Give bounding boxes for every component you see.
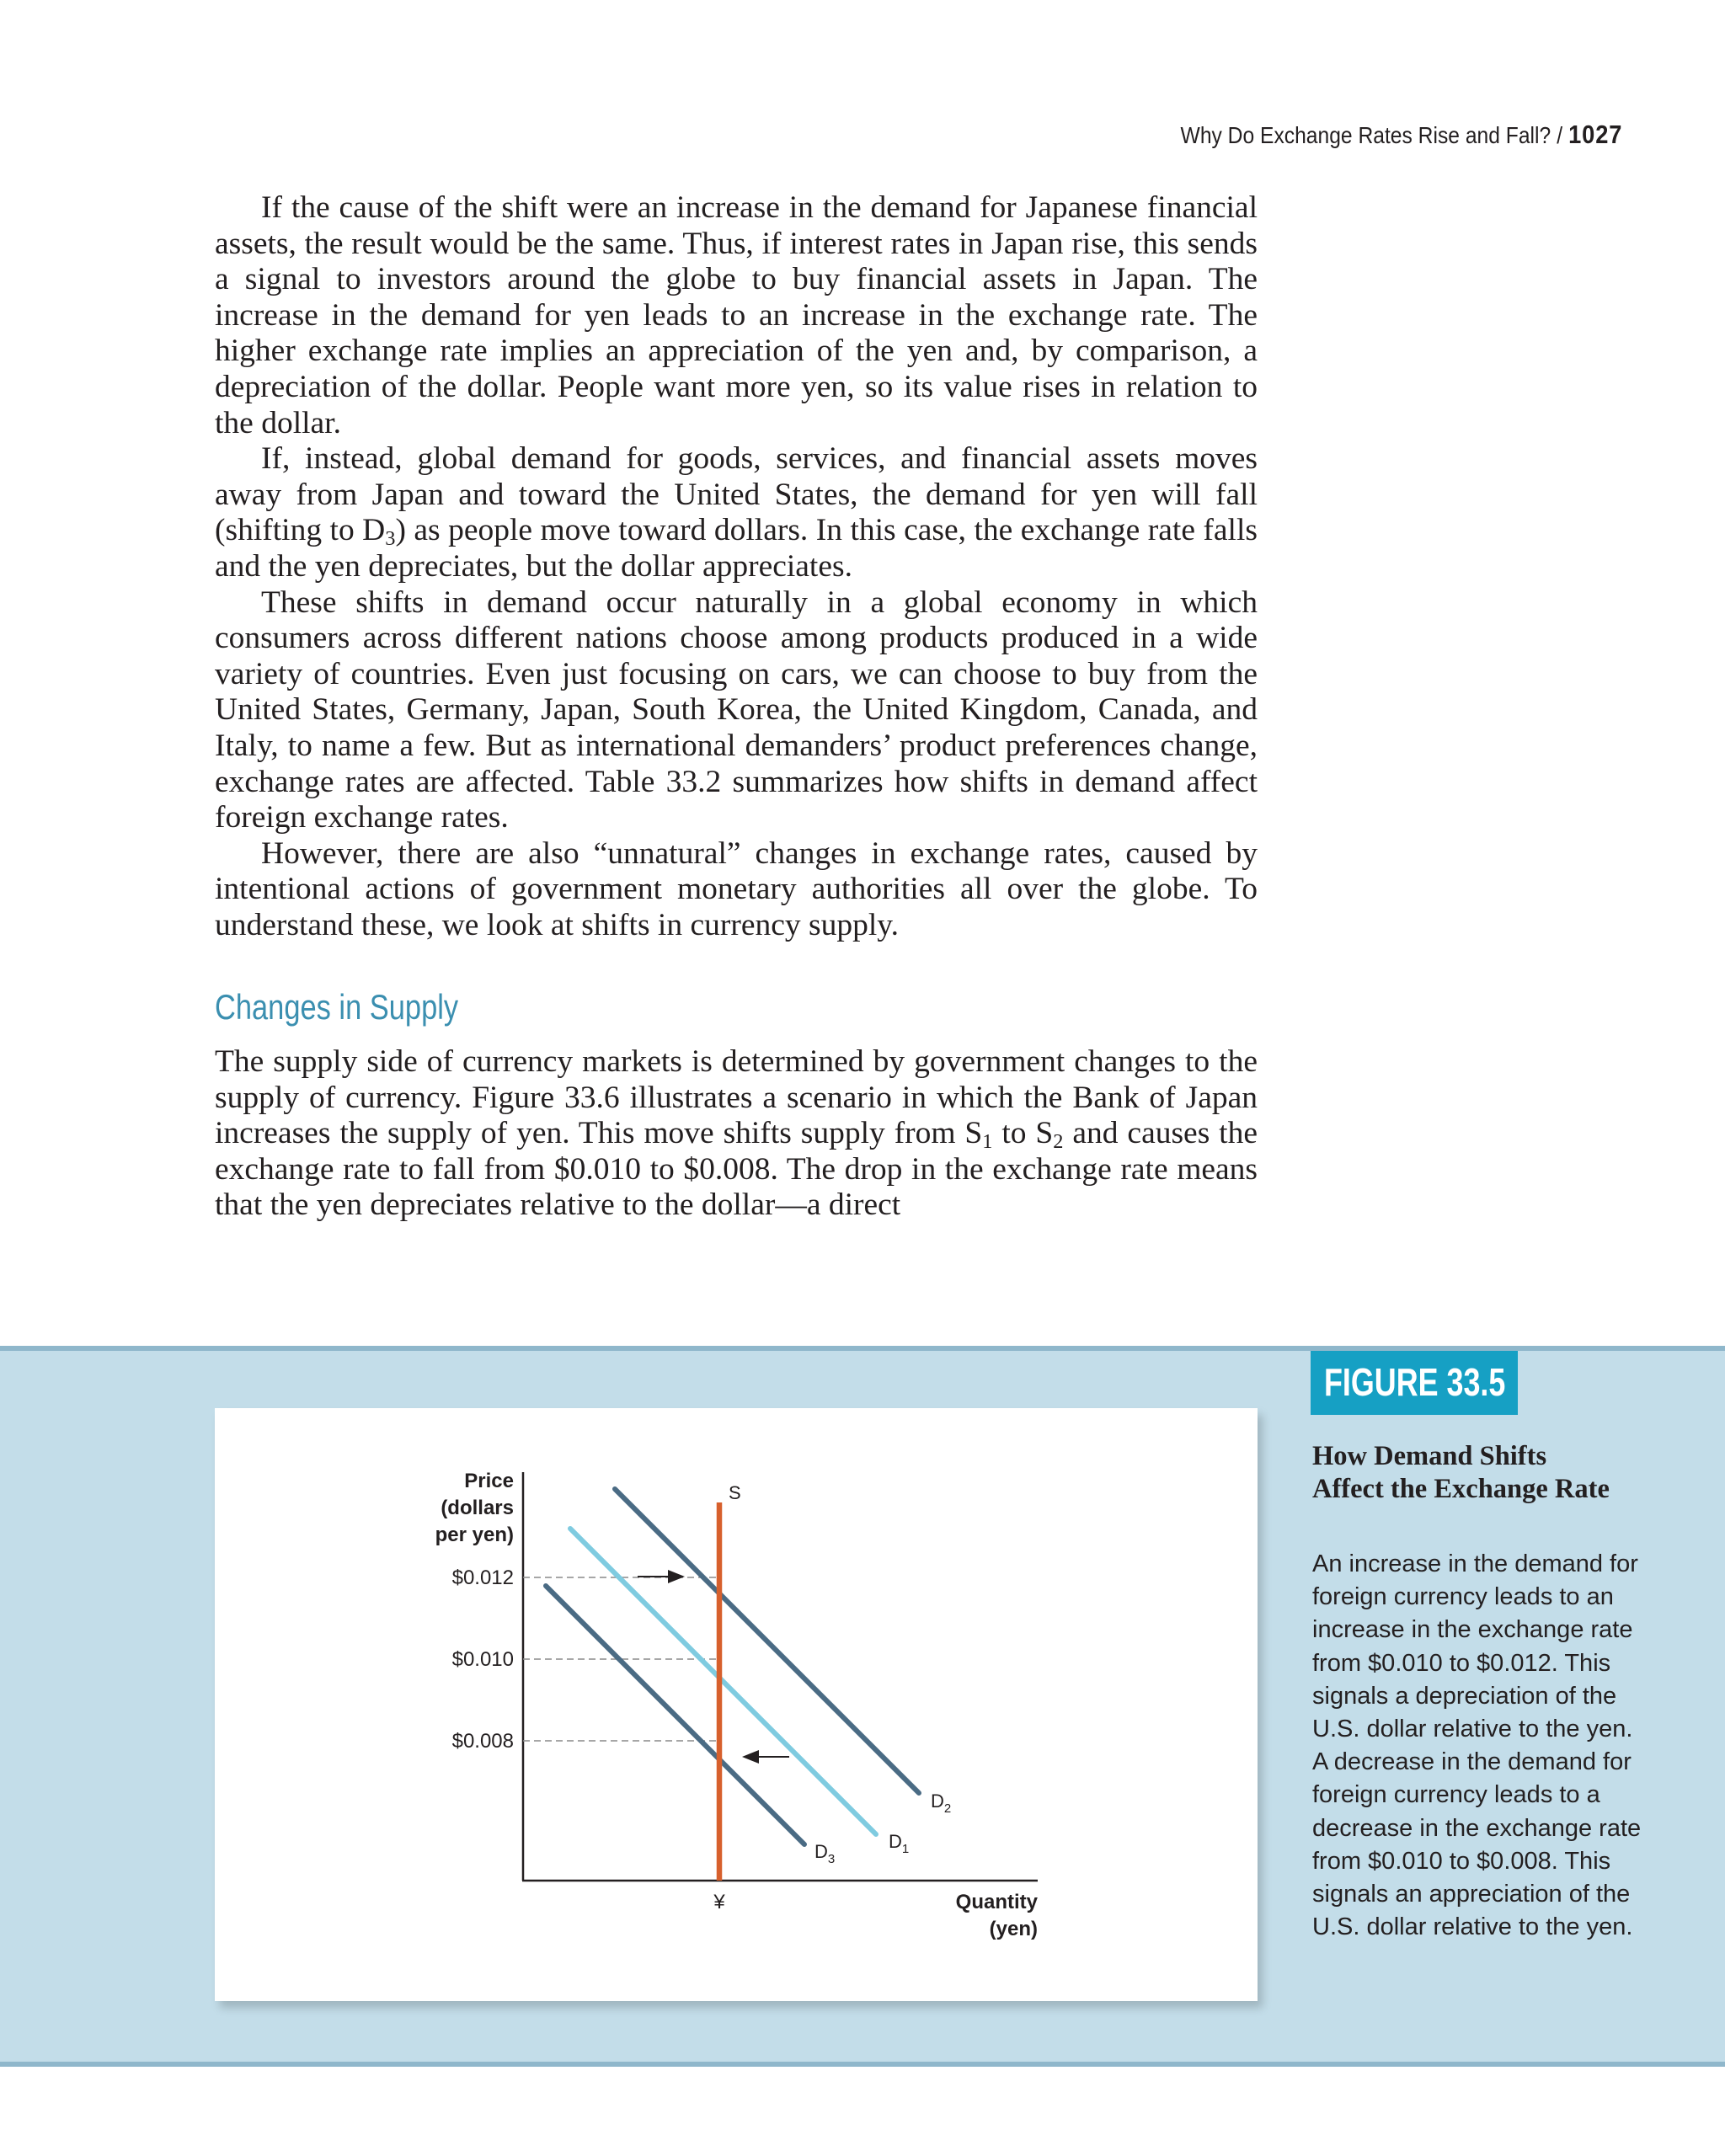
figure-panel [0,1346,1725,2067]
demand-curve-d2 [615,1489,919,1793]
paragraph-1: If the cause of the shift were an increase in the demand for Japanese financial assets, the result would be the same. Thus, if interest rates in Japan rise, this sends a signal to investors around the globe to buy financial assets in Japan. The increase in the demand for yen leads to an increase in the exchange rate. The higher exchange rate implies an appreciation of the yen and, by comparison, a depreciation of the dollar. People want more yen, so its value rises in relation to the dollar. [215,190,1258,440]
d1-subscript: 1 [901,1842,910,1856]
y-axis-label-line-3: per yen) [435,1524,514,1546]
paragraph-3: These shifts in demand occur naturally in a global economy in which consumers across different nations choose among products produced in a wide variety of countries. Even just focusing on cars, we can choose to buy from the United States, Germany, Japan, South Korea, the United Kingdom, Canada, and Italy, to name a few. But as international demanders’ product preferences change, exchange rates are affected. Table 33.2 summarizes how shifts in demand affect foreign exchange rates. [215,584,1258,835]
shift-arrow-right [638,1570,685,1583]
y-axis-label-line-2: (dollars [441,1497,514,1519]
subscript-s2: 2 [1053,1130,1064,1154]
subscript-s1: 1 [982,1130,993,1154]
x-axis-label-line-1: Quantity [955,1891,1038,1913]
section-heading: Changes in Supply [215,987,459,1027]
y-tick-label: $0.008 [451,1730,514,1753]
d3-letter: D [814,1841,828,1862]
paragraph-2-text-a: If, instead, global demand for goods, services, and financial assets moves away from Japan and toward the United States, the demand for yen will fall (shifting to D [215,441,1258,548]
figure-title: How Demand Shifts Affect the Exchange Rate [1312,1441,1610,1504]
supply-label: S [729,1482,741,1503]
figure-label-box [1311,1351,1518,1415]
demand-shift-chart [215,1408,1258,2001]
demand-curve-d3 [546,1586,804,1844]
figure-caption [1312,1548,1649,1944]
chart-card [215,1408,1258,2001]
section-paragraph-1 [215,1044,1258,1224]
subscript-3: 3 [385,527,396,551]
caption-decrease: A decrease in the demand for foreign currency leads to a decrease in the exchange rate from $0.010 to $0.008. This signals an appreciation of the U.S. dollar relative to the yen. [1312,1748,1642,1941]
body-text [215,190,1258,943]
running-head-separator: / [1556,122,1562,148]
running-head [1180,120,1622,150]
running-title: Why Do Exchange Rates Rise and Fall? [1180,122,1551,148]
section-text-c: and causes the exchange rate to fall from $0.010 to $0.008. The drop in the exchange rate means that the yen depreciates relative to the dollar—a direct [215,1116,1258,1223]
paragraph-4: However, there are also “unnatural” changes in exchange rates, caused by intentional actions of government monetary authorities all over the globe. To understand these, we look at shifts in currency supply. [215,835,1258,942]
section-text-a: The supply side of currency markets is determined by government changes to the supply of currency. Figure 33.6 illustrates a scenario in which the Bank of Japan increases the supply of yen. This move shifts supply from S [215,1044,1258,1151]
paragraph-2-text-b: ) as people move toward dollars. In this case, the exchange rate falls and the yen depreciates, but the dollar appreciates. [215,513,1258,584]
section-text-b: to S [992,1116,1054,1151]
demand-curve-d1 [570,1529,876,1834]
y-tick-label: $0.012 [451,1566,514,1589]
page-number: 1027 [1567,120,1622,149]
y-tick-label: $0.010 [451,1648,514,1671]
section-body [215,1044,1258,1224]
d1-label [889,1831,909,1856]
shift-arrow-left [742,1750,789,1764]
d2-label [931,1790,951,1816]
d2-letter: D [931,1790,944,1812]
figure-label: FIGURE 33.5 [1324,1360,1506,1404]
x-axis-label-line-2: (yen) [989,1918,1038,1940]
d3-subscript: 3 [827,1852,836,1866]
paragraph-2 [215,441,1258,584]
x-tick-yen: ¥ [713,1891,725,1913]
d3-label [814,1841,835,1866]
caption-increase: An increase in the demand for foreign currency leads to an increase in the exchange rate from $0.010 to $0.012. This signals a depreciation of the U.S. dollar relative to the yen. [1312,1550,1638,1743]
d1-letter: D [889,1831,902,1852]
y-ticks [452,1566,718,1753]
d2-subscript: 2 [943,1801,952,1816]
y-axis-label-line-1: Price [464,1470,514,1492]
